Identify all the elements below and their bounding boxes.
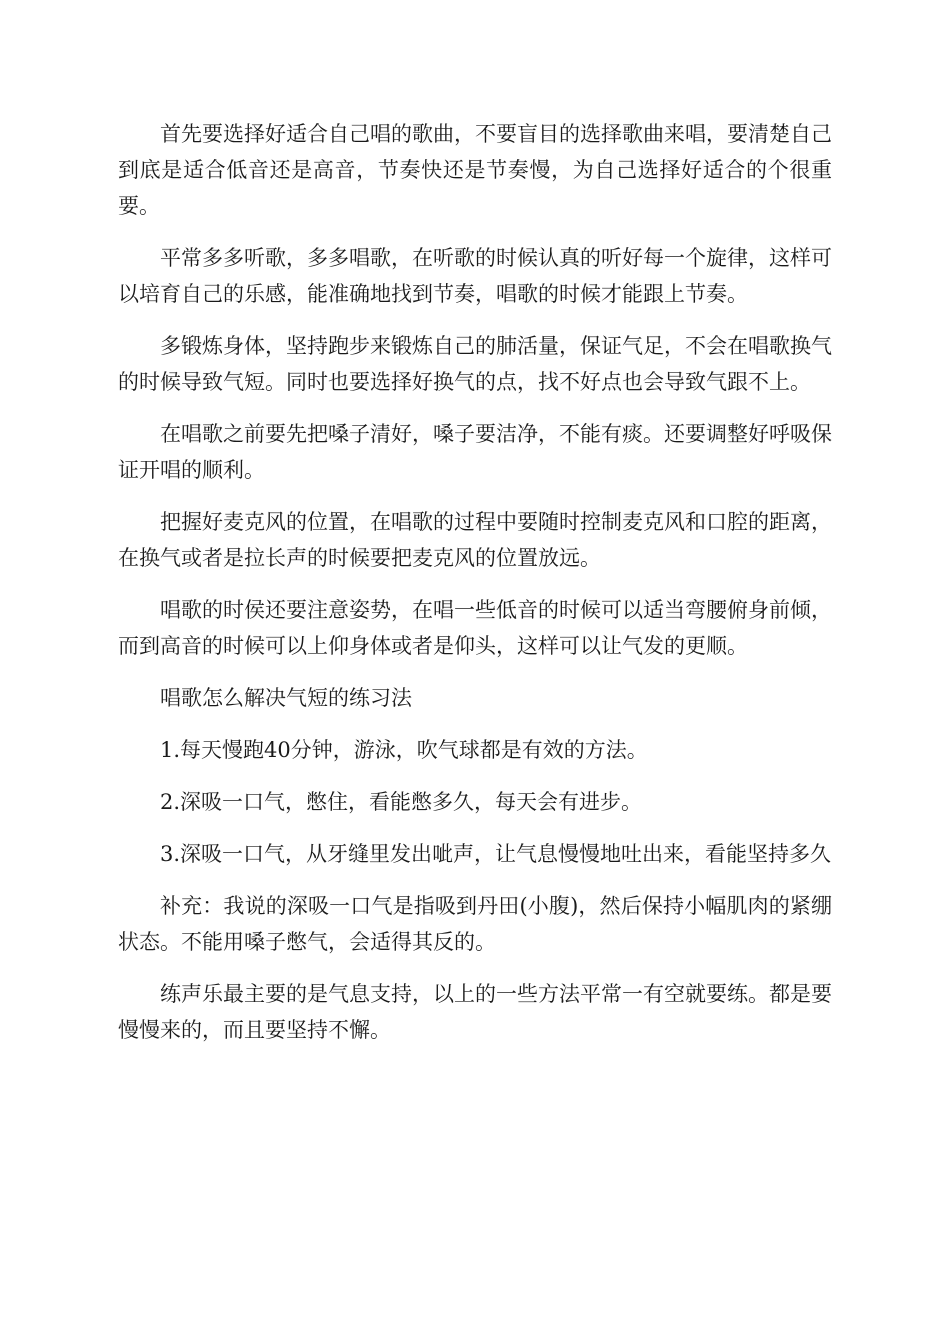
- paragraph-choose-song: 首先要选择好适合自己唱的歌曲，不要盲目的选择歌曲来唱，要清楚自己到底是适合低音还是高音，节奏快还是节奏慢，为自己选择好适合的个很重要。: [118, 122, 832, 218]
- paragraph-conclusion: 练声乐最主要的是气息支持，以上的一些方法平常一有空就要练。都是要慢慢来的，而且要坚持不懈。: [118, 982, 832, 1042]
- document-body: [118, 116, 832, 1064]
- section-heading: 唱歌怎么解决气短的练习法: [160, 686, 412, 710]
- list-item-2: 2.深吸一口气，憋住，看能憋多久，每天会有进步。: [160, 790, 643, 814]
- paragraph-posture: 唱歌的时侯还要注意姿势，在唱一些低音的时候可以适当弯腰俯身前倾，而到高音的时候可以上仰身体或者是仰头，这样可以让气发的更顺。: [118, 598, 832, 658]
- list-item-3: 3.深吸一口气，从牙缝里发出呲声，让气息慢慢地吐出来，看能坚持多久: [160, 842, 832, 866]
- paragraph-microphone: 把握好麦克风的位置，在唱歌的过程中要随时控制麦克风和口腔的距离，在换气或者是拉长声的时候要把麦克风的位置放远。: [118, 510, 832, 570]
- list-item-1: 1.每天慢跑40分钟，游泳，吹气球都是有效的方法。: [160, 738, 648, 762]
- paragraph-listen-more: 平常多多听歌，多多唱歌，在听歌的时候认真的听好每一个旋律，这样可以培育自己的乐感，能准确地找到节奏，唱歌的时候才能跟上节奏。: [118, 246, 832, 306]
- paragraph-clear-throat: 在唱歌之前要先把嗓子清好，嗓子要洁净，不能有痰。还要调整好呼吸保证开唱的顺利。: [118, 422, 832, 482]
- paragraph-exercise: 多锻炼身体，坚持跑步来锻炼自己的肺活量，保证气足，不会在唱歌换气的时候导致气短。同时也要选择好换气的点，找不好点也会导致气跟不上。: [118, 334, 832, 394]
- paragraph-supplement: 补充：我说的深吸一口气是指吸到丹田(小腹)，然后保持小幅肌肉的紧绷状态。不能用嗓子憋气，会适得其反的。: [118, 894, 832, 954]
